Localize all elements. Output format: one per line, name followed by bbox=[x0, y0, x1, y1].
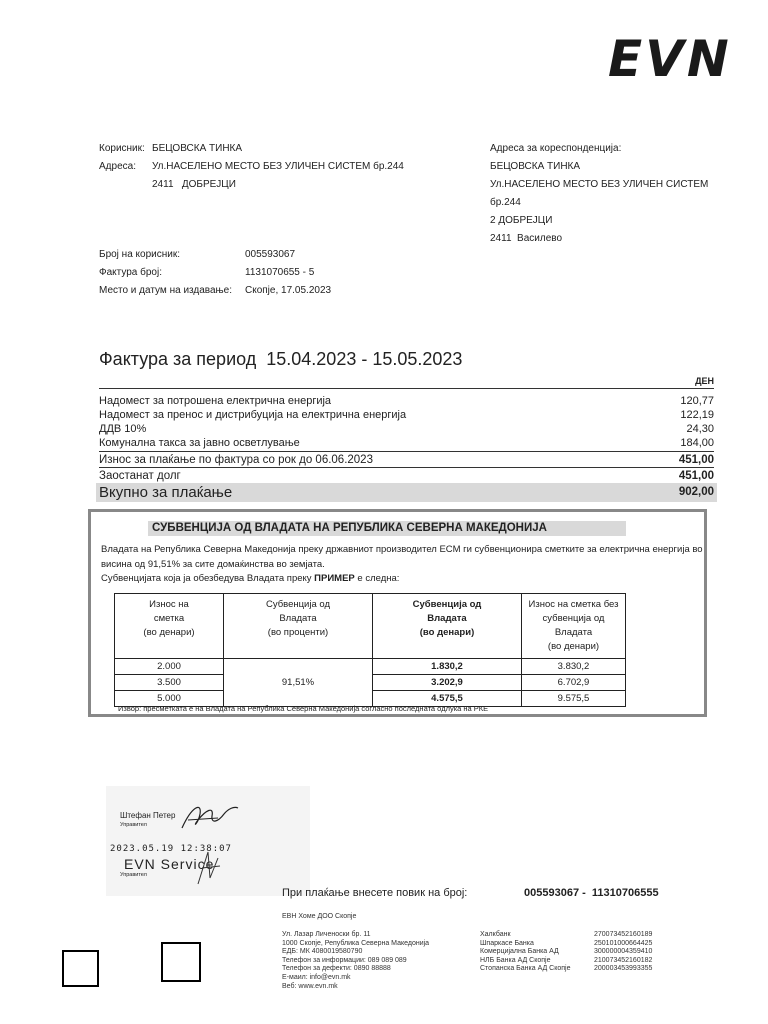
datamatrix-code-icon bbox=[161, 942, 201, 982]
stamp-timestamp: 2023.05.19 12:38:07 bbox=[110, 844, 232, 854]
table-header-cell: Субвенција од Владата (во проценти) bbox=[224, 594, 373, 659]
payment-reference-label: При плаќање внесете повик на број: bbox=[282, 887, 468, 899]
bank-account: 300000004359410 bbox=[594, 948, 653, 956]
bank-name: Стопанска Банка АД Скопје bbox=[480, 965, 571, 973]
company-line: 1000 Скопје, Република Северна Македонија bbox=[282, 939, 430, 947]
invoice-line-label: Надомест за пренос и дистрибуција на електрична енергија bbox=[99, 409, 407, 421]
currency-label: ДЕН bbox=[695, 376, 714, 386]
table-cell: 2.000 bbox=[115, 659, 224, 675]
payment-reference-number: 005593067 - 11310706555 bbox=[524, 887, 659, 899]
table-cell: 3.500 bbox=[115, 675, 224, 691]
customer-address-line1: Ул.НАСЕЛЕНО МЕСТО БЕЗ УЛИЧЕН СИСТЕМ бр.244 bbox=[152, 161, 404, 172]
bank-accounts bbox=[594, 931, 652, 974]
due-amount-label: Износ за плаќање по фактура со рок до 06.06.2023 bbox=[99, 454, 373, 466]
subsidy-text-line: висина од 91,51% за сите домаќинства во земјата. bbox=[101, 558, 325, 570]
table-cell: 4.575,5 bbox=[373, 691, 522, 707]
subsidy-text-post: е следна: bbox=[354, 573, 400, 584]
bank-account: 250101000664425 bbox=[594, 939, 653, 947]
table-cell: 3.202,9 bbox=[373, 675, 522, 691]
company-line: Телефон за дефекти: 0890 88888 bbox=[282, 965, 391, 973]
invoice-number-label: Фактура број: bbox=[99, 267, 162, 278]
correspondence-label: Адреса за кореспонденција: bbox=[490, 143, 622, 154]
invoice-line-amount: 122,19 bbox=[680, 409, 714, 421]
company-name: ЕВН Хоме ДОО Скопје bbox=[282, 913, 357, 920]
invoice-line-label: ДДВ 10% bbox=[99, 423, 147, 435]
table-cell: 3.830,2 bbox=[522, 659, 626, 675]
invoice-number: 1131070655 - 5 bbox=[245, 267, 315, 278]
invoice-line bbox=[99, 408, 714, 422]
signature-stamp bbox=[106, 786, 310, 896]
company-line: E-маил: info@evn.mk bbox=[282, 973, 351, 981]
divider bbox=[99, 451, 714, 452]
company-line: Веб: www.evn.mk bbox=[282, 982, 338, 990]
due-amount-row bbox=[99, 453, 714, 467]
customer-address-line2: 2411 ДОБРЕЈЦИ bbox=[152, 179, 236, 190]
subsidy-table-header bbox=[115, 594, 626, 659]
invoice-line bbox=[99, 436, 714, 450]
correspondence-line: БЕЦОВСКА ТИНКА bbox=[490, 161, 581, 172]
company-line: Ул. Лазар Личеноски бр. 11 bbox=[282, 931, 371, 938]
due-amount: 451,00 bbox=[678, 454, 714, 466]
divider bbox=[99, 388, 714, 389]
total-amount: 902,00 bbox=[678, 486, 714, 498]
table-cell: 5.000 bbox=[115, 691, 224, 707]
customer-address-label: Адреса: bbox=[99, 161, 136, 172]
subsidy-heading: СУБВЕНЦИЈА ОД ВЛАДАТА НА РЕПУБЛИКА СЕВЕРНА МАКЕДОНИЈА bbox=[148, 521, 626, 536]
correspondence-line: бр.244 bbox=[490, 197, 521, 208]
customer-name: БЕЦОВСКА ТИНКА bbox=[152, 143, 243, 154]
customer-number-label: Број на корисник: bbox=[99, 249, 181, 260]
stamp-role: Управител bbox=[120, 872, 147, 878]
total-label: Вкупно за плаќање bbox=[99, 484, 233, 501]
subsidy-text-pre: Субвенцијата која ја обезбедува Владата преку bbox=[101, 573, 315, 584]
bank-account: 210073452160182 bbox=[594, 956, 653, 964]
subsidy-paragraph bbox=[101, 543, 703, 587]
subsidy-text-bold: ПРИМЕР bbox=[314, 573, 355, 584]
company-line: ЕДБ: МК 4080019580790 bbox=[282, 948, 363, 956]
subsidy-source-note: Извор: пресметката е на Владата на Република Северна Македонија согласно последната одлука на РКЕ bbox=[118, 704, 489, 713]
debt-row bbox=[99, 469, 714, 483]
bank-account: 270073452160189 bbox=[594, 931, 653, 938]
bank-name: Комерцијална Банка АД bbox=[480, 948, 559, 956]
total-row bbox=[96, 483, 717, 502]
bank-account: 200003453993355 bbox=[594, 965, 653, 973]
correspondence-line: 2 ДОБРЕЈЦИ bbox=[490, 215, 553, 226]
bank-name: Шпаркасе Банка bbox=[480, 939, 534, 947]
bank-names bbox=[480, 931, 571, 974]
invoice-line-label: Комунална такса за јавно осветлување bbox=[99, 437, 300, 449]
customer-name-label: Корисник: bbox=[99, 143, 145, 154]
correspondence-line: Ул.НАСЕЛЕНО МЕСТО БЕЗ УЛИЧЕН СИСТЕМ bbox=[490, 179, 709, 190]
signatory-name: Штефан Петер bbox=[120, 811, 176, 820]
table-cell: 9.575,5 bbox=[522, 691, 626, 707]
invoice-line bbox=[99, 394, 714, 408]
stamp-service: EVN Service bbox=[124, 856, 215, 872]
invoice-period-title: Фактура за период 15.04.2023 - 15.05.2023 bbox=[99, 349, 463, 369]
debt-label: Заостанат долг bbox=[99, 470, 181, 482]
evn-logo: EVN bbox=[608, 30, 732, 88]
subsidy-text-line: Владата на Република Северна Македонија преку државниот производител ЕСМ ги субвенционира сметките за електрична енергија во bbox=[101, 544, 703, 555]
signatory-role: Управител bbox=[120, 822, 147, 828]
table-header-cell: Субвенција од Владата (во денари) bbox=[373, 594, 522, 659]
company-line: Телефон за информации: 089 089 089 bbox=[282, 956, 407, 964]
handwritten-signature-icon bbox=[178, 800, 242, 834]
table-header-cell: Износ на сметка без субвенција од Владата (во денари) bbox=[522, 594, 626, 659]
subsidy-percent-cell: 91,51% bbox=[224, 659, 373, 707]
customer-number: 005593067 bbox=[245, 249, 296, 260]
invoice-line-amount: 24,30 bbox=[686, 423, 714, 435]
bank-name: Халкбанк bbox=[480, 931, 511, 938]
invoice-line-amount: 184,00 bbox=[680, 437, 714, 449]
debt-amount: 451,00 bbox=[678, 470, 714, 482]
qr-code-icon bbox=[62, 950, 99, 987]
place-date-label: Место и датум на издавање: bbox=[99, 285, 233, 296]
subsidy-table bbox=[114, 593, 626, 707]
bank-name: НЛБ Банка АД Скопје bbox=[480, 956, 551, 964]
table-header-cell: Износ на сметка (во денари) bbox=[115, 594, 224, 659]
subsidy-text-line bbox=[101, 572, 703, 587]
invoice-line bbox=[99, 422, 714, 436]
invoice-line-amount: 120,77 bbox=[680, 395, 714, 407]
correspondence-line: 2411 Василево bbox=[490, 233, 563, 244]
place-date: Скопје, 17.05.2023 bbox=[245, 285, 332, 296]
table-row bbox=[115, 659, 626, 675]
company-details bbox=[282, 931, 429, 991]
invoice-line-label: Надомест за потрошена електрична енергија bbox=[99, 395, 332, 407]
stamp-scribble-icon bbox=[194, 848, 224, 888]
divider bbox=[99, 467, 714, 468]
table-cell: 6.702,9 bbox=[522, 675, 626, 691]
table-cell: 1.830,2 bbox=[373, 659, 522, 675]
